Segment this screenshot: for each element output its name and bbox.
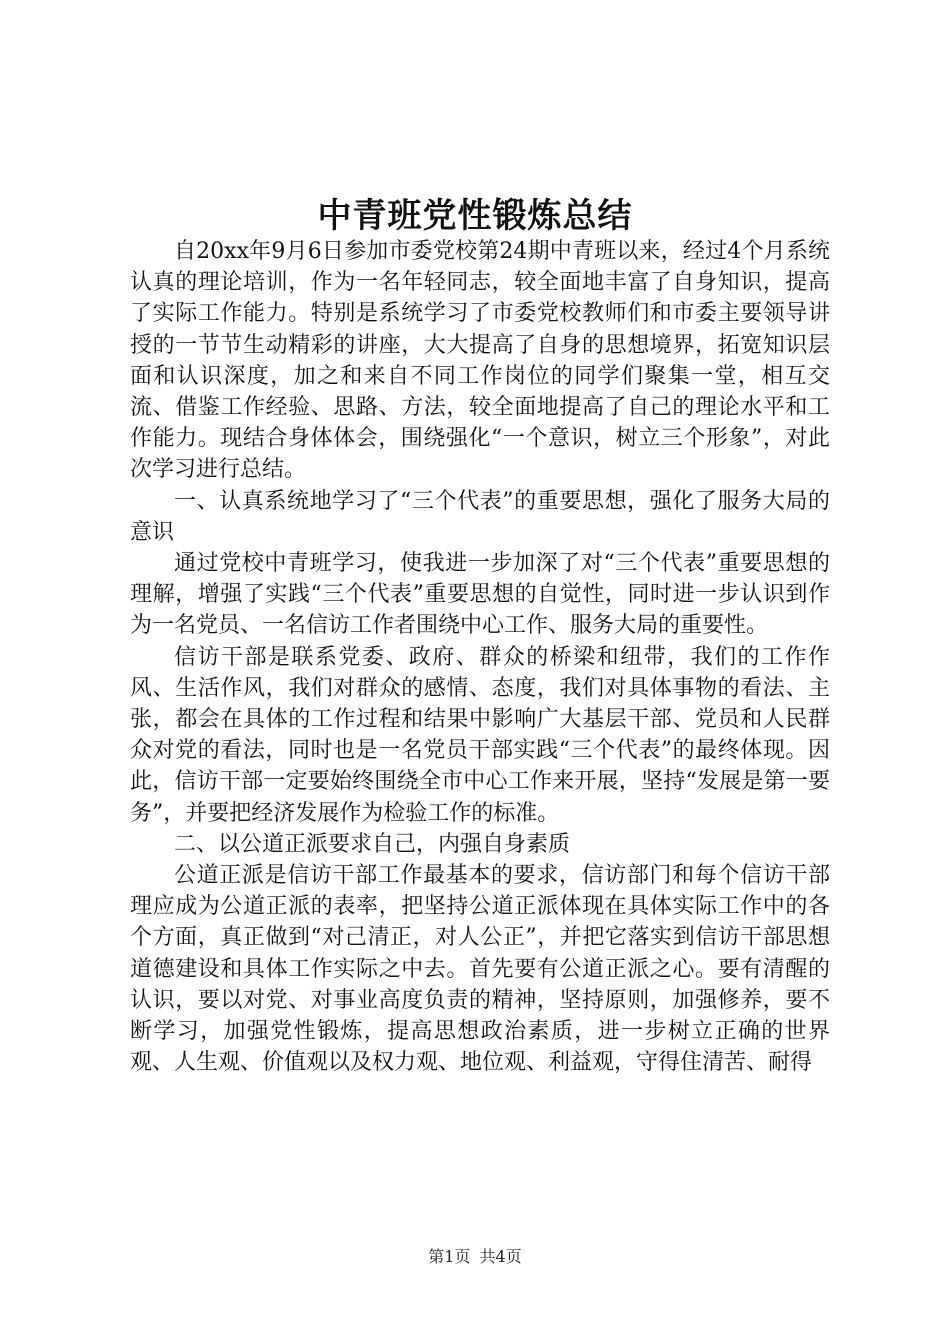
page-footer xyxy=(0,1244,950,1267)
paragraph-section2-a: 公道正派是信访干部工作最基本的要求，信访部门和每个信访干部理应成为公道正派的表率，把坚持公道正派体现在具体实际工作中的各个方面，真正做到“对己清正，对人公正”，并把它落实到信访干部思想道德建设和具体工作实际之中去。首先要有公道正派之心。要有清醒的认识，要以对党、对事业高度负责的精神，坚持原则，加强修养，要不断学习，加强党性锻炼，提高思想政治素质，进一步树立正确的世界观、人生观、价值观以及权力观、地位观、利益观，守得住清苦、耐得 xyxy=(130,863,830,1076)
paragraph-intro: 自20xx年9月6日参加市委党校第24期中青班以来，经过4个月系统认真的理论培训，作为一名年轻同志，较全面地丰富了自身知识，提高了实际工作能力。特别是系统学习了市委党校教师们和市委主要领导讲授的一节节生动精彩的讲座，大大提高了自身的思想境界，拓宽知识层面和认识深度，加之和来自不同工作岗位的同学们聚集一堂，相互交流、借鉴工作经验、思路、方法，较全面地提高了自己的理论水平和工作能力。现结合身体体会，围绕强化“一个意识，树立三个形象”，对此次学习进行总结。 xyxy=(130,239,830,483)
document-body xyxy=(130,236,830,1078)
section-heading-2: 二、以公道正派要求自己，内强自身素质 xyxy=(174,831,571,857)
document-title: 中青班党性锻炼总结 xyxy=(317,196,633,236)
page-total: 共4页 xyxy=(479,1247,522,1266)
paragraph-section1-a: 通过党校中青班学习，使我进一步加深了对“三个代表”重要思想的理解，增强了实践“三个代表”重要思想的自觉性，同时进一步认识到作为一名党员、一名信访工作者围绕中心工作、服务大局的重要性。 xyxy=(130,551,830,639)
page-number: 第1页 xyxy=(428,1247,471,1266)
section-heading-1: 一、认真系统地学习了“三个代表”的重要思想，强化了服务大局的意识 xyxy=(130,488,830,545)
paragraph-section1-b: 信访干部是联系党委、政府、群众的桥梁和纽带，我们的工作作风、生活作风，我们对群众的感情、态度，我们对具体事物的看法、主张，都会在具体的工作过程和结果中影响广大基层干部、党员和人民群众对党的看法，同时也是一名党员干部实践“三个代表”的最终体现。因此，信访干部一定要始终围绕全市中心工作来开展，坚持“发展是第一要务”，并要把经济发展作为检验工作的标准。 xyxy=(130,644,830,826)
